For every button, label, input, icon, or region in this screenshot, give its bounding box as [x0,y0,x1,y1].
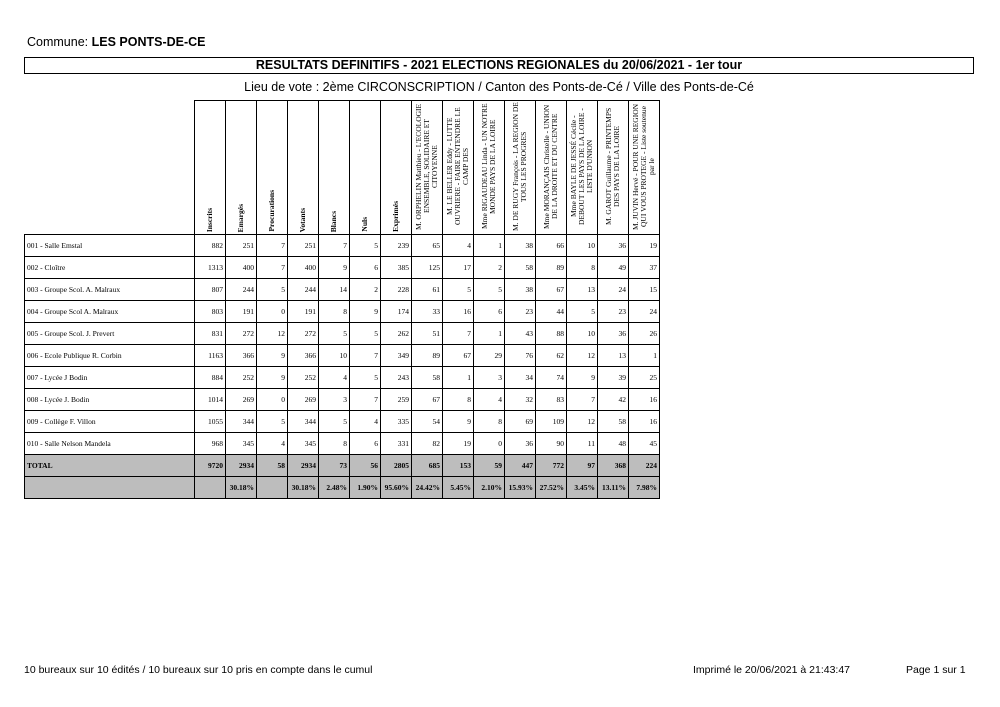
value-cell: 43 [505,323,536,345]
polling-station-name: 009 - Collège F. Villon [25,411,195,433]
percentage-cell: 7.98% [629,477,660,499]
value-cell: 0 [257,301,288,323]
value-cell: 3 [319,389,350,411]
value-cell: 38 [505,235,536,257]
value-cell: 7 [350,389,381,411]
value-cell: 29 [474,345,505,367]
value-cell: 272 [226,323,257,345]
value-cell: 61 [412,279,443,301]
value-cell: 6 [350,257,381,279]
value-cell: 97 [567,455,598,477]
value-cell: 335 [381,411,412,433]
value-cell: 3 [474,367,505,389]
value-cell: 19 [443,433,474,455]
value-cell: 251 [288,235,319,257]
value-cell: 65 [412,235,443,257]
value-cell: 5 [567,301,598,323]
polling-station-name: TOTAL [25,455,195,477]
value-cell: 10 [567,235,598,257]
value-cell: 48 [598,433,629,455]
value-cell: 344 [288,411,319,433]
value-cell: 26 [629,323,660,345]
header-row [25,101,660,235]
value-cell: 1 [443,367,474,389]
value-cell: 269 [288,389,319,411]
value-cell: 252 [226,367,257,389]
value-cell: 58 [412,367,443,389]
value-cell: 366 [226,345,257,367]
total-row [25,455,660,477]
table-row [25,433,660,455]
value-cell: 400 [226,257,257,279]
value-cell: 15 [629,279,660,301]
value-cell: 67 [443,345,474,367]
value-cell: 7 [350,345,381,367]
value-cell: 9 [319,257,350,279]
value-cell: 831 [195,323,226,345]
value-cell: 90 [536,433,567,455]
value-cell: 272 [288,323,319,345]
percentage-cell: 27.52% [536,477,567,499]
commune-name: LES PONTS-DE-CE [91,35,206,49]
footer-page-number: Page 1 sur 1 [906,664,966,676]
percentage-cell: 30.18% [288,477,319,499]
polling-station-name: 001 - Salle Emstal [25,235,195,257]
value-cell: 4 [257,433,288,455]
value-cell: 191 [226,301,257,323]
value-cell: 125 [412,257,443,279]
header-corner [25,101,195,235]
table-row [25,301,660,323]
value-cell: 7 [443,323,474,345]
value-cell: 12 [567,345,598,367]
col-header-candidate-5: Mme MORANÇAIS Christelle - UNION DE LA DROITE ET DU CENTRE [536,101,567,235]
value-cell: 244 [226,279,257,301]
value-cell: 9 [567,367,598,389]
value-cell: 9 [257,367,288,389]
value-cell: 251 [226,235,257,257]
value-cell: 2805 [381,455,412,477]
col-header-candidate-7: M. GAROT Guillaume - PRINTEMPS DES PAYS DE LA LOIRE [598,101,629,235]
value-cell: 5 [257,411,288,433]
value-cell: 66 [536,235,567,257]
value-cell: 69 [505,411,536,433]
table-row [25,345,660,367]
value-cell: 1163 [195,345,226,367]
percentage-cell: 2.48% [319,477,350,499]
value-cell: 32 [505,389,536,411]
value-cell: 73 [319,455,350,477]
value-cell: 968 [195,433,226,455]
value-cell: 54 [412,411,443,433]
value-cell: 8 [474,411,505,433]
value-cell: 51 [412,323,443,345]
col-header-blancs: Blancs [319,101,350,235]
value-cell: 174 [381,301,412,323]
value-cell: 36 [505,433,536,455]
value-cell: 11 [567,433,598,455]
value-cell: 9 [350,301,381,323]
value-cell: 5 [319,323,350,345]
value-cell: 252 [288,367,319,389]
value-cell: 6 [350,433,381,455]
value-cell: 259 [381,389,412,411]
value-cell: 7 [257,235,288,257]
value-cell: 58 [505,257,536,279]
value-cell: 345 [288,433,319,455]
percentage-cell: 13.11% [598,477,629,499]
value-cell: 244 [288,279,319,301]
col-header-candidate-6: Mme BAYLE DE JESSÉ Cécile - DEBOUT LES PAYS DE LA LOIRE - LISTE D'UNION [567,101,598,235]
value-cell: 685 [412,455,443,477]
value-cell: 23 [598,301,629,323]
table-row [25,279,660,301]
percentage-row [25,477,660,499]
table-row [25,367,660,389]
value-cell: 36 [598,323,629,345]
value-cell: 269 [226,389,257,411]
value-cell: 2 [350,279,381,301]
value-cell: 8 [567,257,598,279]
results-table [24,100,660,499]
results-banner: RESULTATS DEFINITIFS - 2021 ELECTIONS REGIONALES du 20/06/2021 - 1er tour [24,57,974,74]
value-cell: 36 [598,235,629,257]
col-header-candidate-1: M. ORPHELIN Matthieu - L'ECOLOGIE ENSEMBLE, SOLIDAIRE ET CITOYENNE [412,101,443,235]
value-cell: 59 [474,455,505,477]
value-cell: 4 [350,411,381,433]
value-cell: 884 [195,367,226,389]
value-cell: 1313 [195,257,226,279]
table-row [25,389,660,411]
value-cell: 5 [474,279,505,301]
value-cell: 447 [505,455,536,477]
polling-station-name: 005 - Groupe Scol. J. Prevert [25,323,195,345]
value-cell: 23 [505,301,536,323]
value-cell: 82 [412,433,443,455]
polling-station-name: 010 - Salle Nelson Mandela [25,433,195,455]
value-cell: 9 [443,411,474,433]
value-cell: 67 [536,279,567,301]
value-cell: 4 [319,367,350,389]
value-cell: 38 [505,279,536,301]
col-header-emarges: Emargés [226,101,257,235]
value-cell: 58 [598,411,629,433]
value-cell: 42 [598,389,629,411]
value-cell: 191 [288,301,319,323]
value-cell: 1 [474,235,505,257]
col-header-candidate-3: Mme RIGAUDEAU Linda - UN NOTRE MONDE PAYS DE LA LOIRE [474,101,505,235]
value-cell: 772 [536,455,567,477]
value-cell: 1 [474,323,505,345]
value-cell: 7 [257,257,288,279]
percentage-cell: 5.45% [443,477,474,499]
polling-station-name: 004 - Groupe Scol A. Malraux [25,301,195,323]
value-cell: 224 [629,455,660,477]
value-cell: 228 [381,279,412,301]
value-cell: 331 [381,433,412,455]
value-cell: 807 [195,279,226,301]
value-cell: 12 [567,411,598,433]
value-cell: 349 [381,345,412,367]
value-cell: 9720 [195,455,226,477]
col-header-candidate-4: M. DE RUGY François - LA REGION DE TOUS LES PROGRES [505,101,536,235]
value-cell: 74 [536,367,567,389]
value-cell: 14 [319,279,350,301]
value-cell: 24 [629,301,660,323]
value-cell: 33 [412,301,443,323]
table-row [25,235,660,257]
col-header-inscrits: Inscrits [195,101,226,235]
value-cell: 67 [412,389,443,411]
value-cell: 4 [443,235,474,257]
value-cell: 109 [536,411,567,433]
col-header-nuls: Nuls [350,101,381,235]
value-cell: 37 [629,257,660,279]
value-cell: 2934 [288,455,319,477]
value-cell: 368 [598,455,629,477]
value-cell: 243 [381,367,412,389]
value-cell: 385 [381,257,412,279]
value-cell: 5 [443,279,474,301]
percentage-cell: 3.45% [567,477,598,499]
commune-line [27,35,206,49]
col-header-exprimes: Exprimés [381,101,412,235]
percentage-cell [195,477,226,499]
value-cell: 803 [195,301,226,323]
value-cell: 88 [536,323,567,345]
percentage-cell: 24.42% [412,477,443,499]
value-cell: 0 [257,389,288,411]
value-cell: 62 [536,345,567,367]
value-cell: 39 [598,367,629,389]
value-cell: 366 [288,345,319,367]
value-cell: 13 [567,279,598,301]
table-row [25,257,660,279]
col-header-votants: Votants [288,101,319,235]
percentage-cell: 1.90% [350,477,381,499]
value-cell: 8 [443,389,474,411]
percentage-cell [257,477,288,499]
polling-station-name: 006 - Ecole Publique R. Corbin [25,345,195,367]
value-cell: 25 [629,367,660,389]
value-cell: 45 [629,433,660,455]
table-row [25,411,660,433]
value-cell: 0 [474,433,505,455]
col-header-candidate-2: M. LE BELLER Eddy - LUTTE OUVRIERE - FAIRE ENTENDRE LE CAMP DES [443,101,474,235]
value-cell: 345 [226,433,257,455]
polling-station-name: 007 - Lycée J Bodin [25,367,195,389]
value-cell: 76 [505,345,536,367]
polling-station-name: 002 - Cloître [25,257,195,279]
value-cell: 882 [195,235,226,257]
value-cell: 56 [350,455,381,477]
col-header-candidate-8: M. JUVIN Hervé - POUR UNE REGION QUI VOUS PROTEGE - Liste soutenue par le [629,101,660,235]
value-cell: 34 [505,367,536,389]
value-cell: 12 [257,323,288,345]
value-cell: 9 [257,345,288,367]
value-cell: 1055 [195,411,226,433]
value-cell: 10 [567,323,598,345]
polling-station-name: 008 - Lycée J. Bodin [25,389,195,411]
value-cell: 58 [257,455,288,477]
value-cell: 5 [319,411,350,433]
value-cell: 7 [567,389,598,411]
value-cell: 6 [474,301,505,323]
percentage-row-label [25,477,195,499]
value-cell: 8 [319,433,350,455]
value-cell: 5 [350,367,381,389]
percentage-cell: 2.10% [474,477,505,499]
value-cell: 1 [629,345,660,367]
value-cell: 2 [474,257,505,279]
value-cell: 89 [536,257,567,279]
value-cell: 1014 [195,389,226,411]
value-cell: 5 [257,279,288,301]
value-cell: 17 [443,257,474,279]
value-cell: 400 [288,257,319,279]
col-header-procurations: Procurations [257,101,288,235]
value-cell: 83 [536,389,567,411]
footer-summary: 10 bureaux sur 10 édités / 10 bureaux sur 10 pris en compte dans le cumul [24,664,373,676]
value-cell: 13 [598,345,629,367]
value-cell: 5 [350,235,381,257]
value-cell: 16 [629,389,660,411]
value-cell: 153 [443,455,474,477]
value-cell: 262 [381,323,412,345]
value-cell: 19 [629,235,660,257]
value-cell: 44 [536,301,567,323]
value-cell: 239 [381,235,412,257]
percentage-cell: 95.60% [381,477,412,499]
value-cell: 16 [629,411,660,433]
percentage-cell: 30.18% [226,477,257,499]
value-cell: 4 [474,389,505,411]
percentage-cell: 15.93% [505,477,536,499]
value-cell: 10 [319,345,350,367]
value-cell: 5 [350,323,381,345]
polling-station-name: 003 - Groupe Scol. A. Malraux [25,279,195,301]
value-cell: 16 [443,301,474,323]
table-row [25,323,660,345]
value-cell: 2934 [226,455,257,477]
value-cell: 7 [319,235,350,257]
value-cell: 49 [598,257,629,279]
value-cell: 24 [598,279,629,301]
value-cell: 89 [412,345,443,367]
value-cell: 8 [319,301,350,323]
commune-label: Commune: [27,35,89,49]
polling-place-line: Lieu de vote : 2ème CIRCONSCRIPTION / Canton des Ponts-de-Cé / Ville des Ponts-de-Cé [244,80,754,94]
value-cell: 344 [226,411,257,433]
footer-printed-date: Imprimé le 20/06/2021 à 21:43:47 [693,664,851,676]
